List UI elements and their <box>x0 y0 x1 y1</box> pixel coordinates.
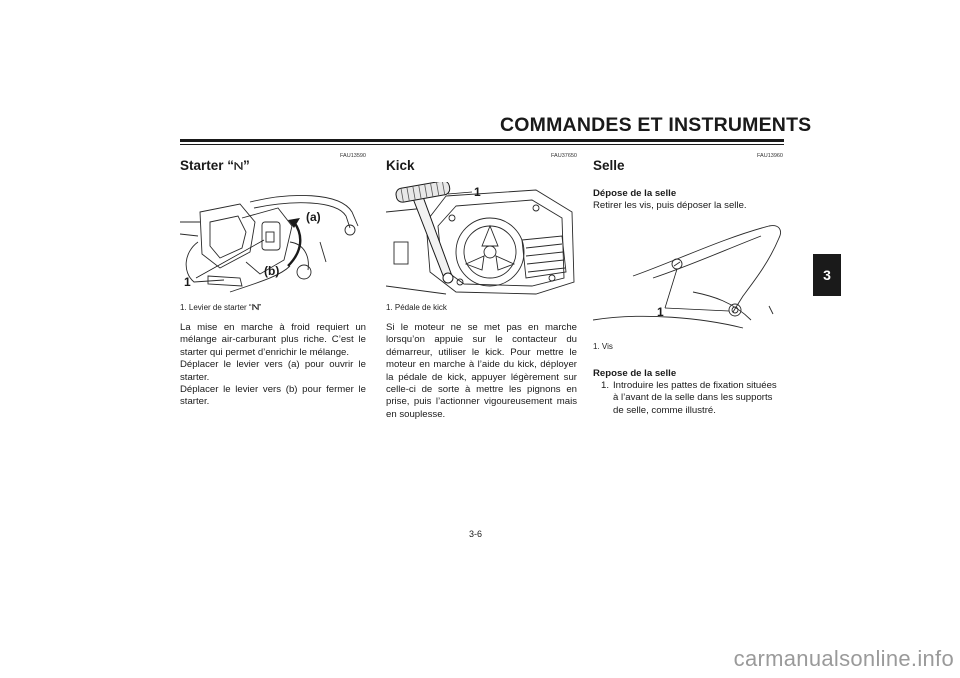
step-number: 1. <box>601 380 610 391</box>
starter-body <box>180 322 366 409</box>
page-number: 3-6 <box>469 529 483 539</box>
figure-caption-kick: 1. Pédale de kick <box>386 303 447 312</box>
section-code: FAU13590 <box>340 153 366 159</box>
figure-label-a: (a) <box>306 210 321 224</box>
figure-label-b: (b) <box>264 264 280 278</box>
choke-icon <box>252 303 259 311</box>
seat-figure <box>593 222 784 332</box>
header-rule-thin <box>180 144 784 145</box>
figure-caption-selle: 1. Vis <box>593 342 613 351</box>
list-item <box>593 380 784 417</box>
caption-suffix: ” <box>258 303 262 312</box>
paragraph: La mise en marche à froid requiert un mélange air-carburant plus riche. C’est le starter qui permet d’enrichir le mélange. <box>180 322 366 358</box>
section-title-selle: Selle <box>593 158 625 173</box>
title-prefix: Starter “ <box>180 158 235 173</box>
watermark[interactable]: carmanualsonline.info <box>733 646 954 671</box>
figure-caption-starter <box>180 303 261 312</box>
paragraph: Déplacer le levier vers (b) pour fermer le starter. <box>180 384 366 408</box>
header-rule-thick <box>180 139 784 142</box>
section-code: FAU37650 <box>551 153 577 159</box>
section-code: FAU13960 <box>757 153 783 159</box>
caption-prefix: 1. Levier de starter “ <box>180 303 252 312</box>
kick-body <box>386 322 577 421</box>
installation-steps <box>593 380 784 417</box>
figure-label-1: 1 <box>184 275 191 289</box>
subheading-removal: Dépose de la selle <box>593 188 677 199</box>
title-suffix: ” <box>243 158 250 173</box>
starter-lever-figure <box>180 182 366 296</box>
figure-label-1: 1 <box>474 185 481 199</box>
section-title-kick: Kick <box>386 158 415 173</box>
chapter-tab[interactable]: 3 <box>813 254 841 296</box>
kick-pedal-figure <box>386 182 577 296</box>
choke-icon <box>234 161 243 171</box>
section-title-starter <box>180 158 250 173</box>
step-text: Introduire les pattes de fixation situées à l’avant de la selle dans les supports de selle, comme illustré. <box>613 380 777 416</box>
removal-text: Retirer les vis, puis déposer la selle. <box>593 200 747 211</box>
subheading-installation: Repose de la selle <box>593 368 677 379</box>
figure-label-1: 1 <box>657 305 664 319</box>
paragraph: Si le moteur ne se met pas en marche lorsqu’on appuie sur le contacteur du démarreur, utiliser le kick. Pour mettre le moteur en marche à l’aide du kick, déployer la pédale de kick, appuyer légèrement sur celle-ci de sorte à mettre les pignons en prise, puis l’actionner vigoureusement mais en souplesse. <box>386 322 577 420</box>
page-header-title: COMMANDES ET INSTRUMENTS <box>500 114 812 136</box>
paragraph: Déplacer le levier vers (a) pour ouvrir le starter. <box>180 359 366 383</box>
